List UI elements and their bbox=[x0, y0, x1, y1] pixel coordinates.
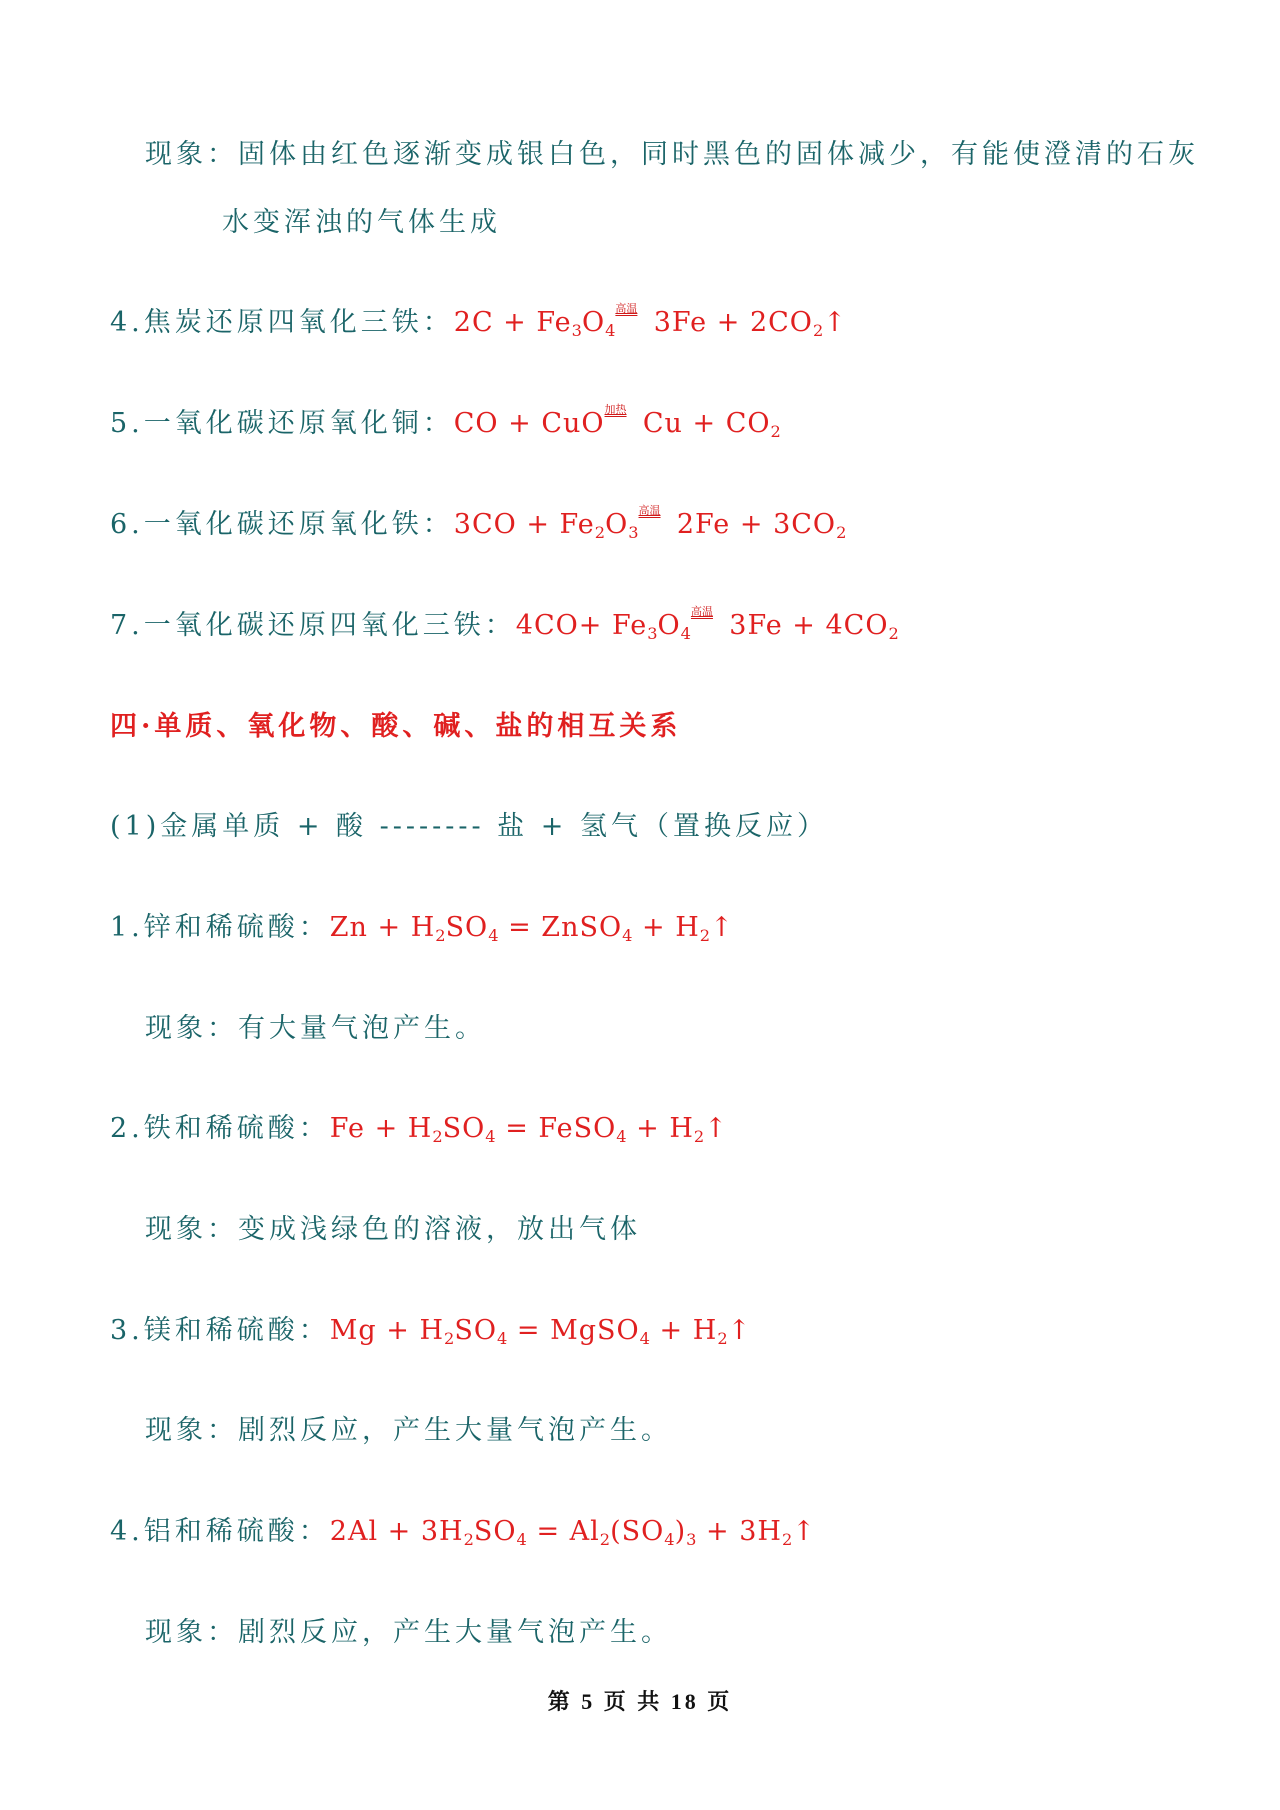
reaction-label: 2.铁和稀硫酸： bbox=[110, 1113, 330, 1144]
reaction-label: 1.锌和稀硫酸： bbox=[110, 912, 330, 943]
equation: $2C + Fe_3O_4$ 高温 $3Fe + 2CO_2↑$ bbox=[454, 307, 847, 338]
section-heading: 四·单质、氧化物、酸、碱、盐的相互关系 bbox=[110, 711, 682, 742]
observation-text-cont: 水变浑浊的气体生成 bbox=[222, 207, 501, 238]
reaction-label: 7.一氧化碳还原四氧化三铁： bbox=[110, 610, 516, 641]
observation-text: 现象：有大量气泡产生。 bbox=[145, 1013, 486, 1044]
condition-label: 加热 bbox=[604, 403, 627, 416]
acid-reaction-4 bbox=[110, 1515, 816, 1557]
reaction-7 bbox=[110, 605, 899, 651]
condition-label: 高温 bbox=[638, 504, 661, 517]
observation-text: 现象：剧烈反应，产生大量气泡产生。 bbox=[145, 1415, 672, 1446]
equation: $Fe + H_2SO_4$ = FeSO$_4$ + $H_2↑$ bbox=[329, 1113, 728, 1146]
reaction-label: 4.铝和稀硫酸： bbox=[110, 1516, 330, 1547]
reaction-4 bbox=[110, 302, 847, 348]
observation-text: 现象：剧烈反应，产生大量气泡产生。 bbox=[145, 1617, 672, 1648]
reaction-label: 4.焦炭还原四氧化三铁： bbox=[110, 307, 454, 338]
reaction-label: 5.一氧化碳还原氧化铜： bbox=[110, 408, 454, 439]
equation: CO + CuO 加热 $Cu + CO_2$ bbox=[454, 408, 781, 439]
equation: $3CO + Fe_2O_3$ 高温 $2Fe + 3CO_2$ bbox=[454, 509, 847, 540]
equation: $Mg + H_2SO_4$ = MgSO$_4$ + $H_2↑$ bbox=[329, 1315, 752, 1348]
reaction-6 bbox=[110, 504, 847, 550]
reaction-label: 3.镁和稀硫酸： bbox=[110, 1315, 330, 1346]
equation: $2Al + 3H_2SO_4 = Al_2(SO_4)_3$ + $3H_2↑$ bbox=[329, 1516, 816, 1549]
page-number: 第 5 页 共 18 页 bbox=[547, 1689, 733, 1714]
observation-text: 现象：变成浅绿色的溶液，放出气体 bbox=[145, 1214, 641, 1245]
condition-label: 高温 bbox=[615, 302, 638, 315]
reaction-5 bbox=[110, 403, 781, 449]
condition-label: 高温 bbox=[690, 605, 713, 618]
subsection-heading: (1)金属单质 + 酸 -------- 盐 + 氢气（置换反应） bbox=[110, 811, 828, 842]
acid-reaction-2 bbox=[110, 1112, 728, 1154]
observation-text: 现象：固体由红色逐渐变成银白色，同时黑色的固体减少，有能使澄清的石灰 bbox=[145, 139, 1199, 170]
acid-reaction-1 bbox=[110, 911, 734, 953]
equation: $Zn + H_2SO_4$ = ZnSO$_4$ + $H_2↑$ bbox=[329, 912, 734, 945]
equation: $4CO+ Fe_3O_4$ 高温 $3Fe + 4CO_2$ bbox=[516, 610, 899, 641]
reaction-label: 6.一氧化碳还原氧化铁： bbox=[110, 509, 454, 540]
acid-reaction-3 bbox=[110, 1314, 751, 1356]
